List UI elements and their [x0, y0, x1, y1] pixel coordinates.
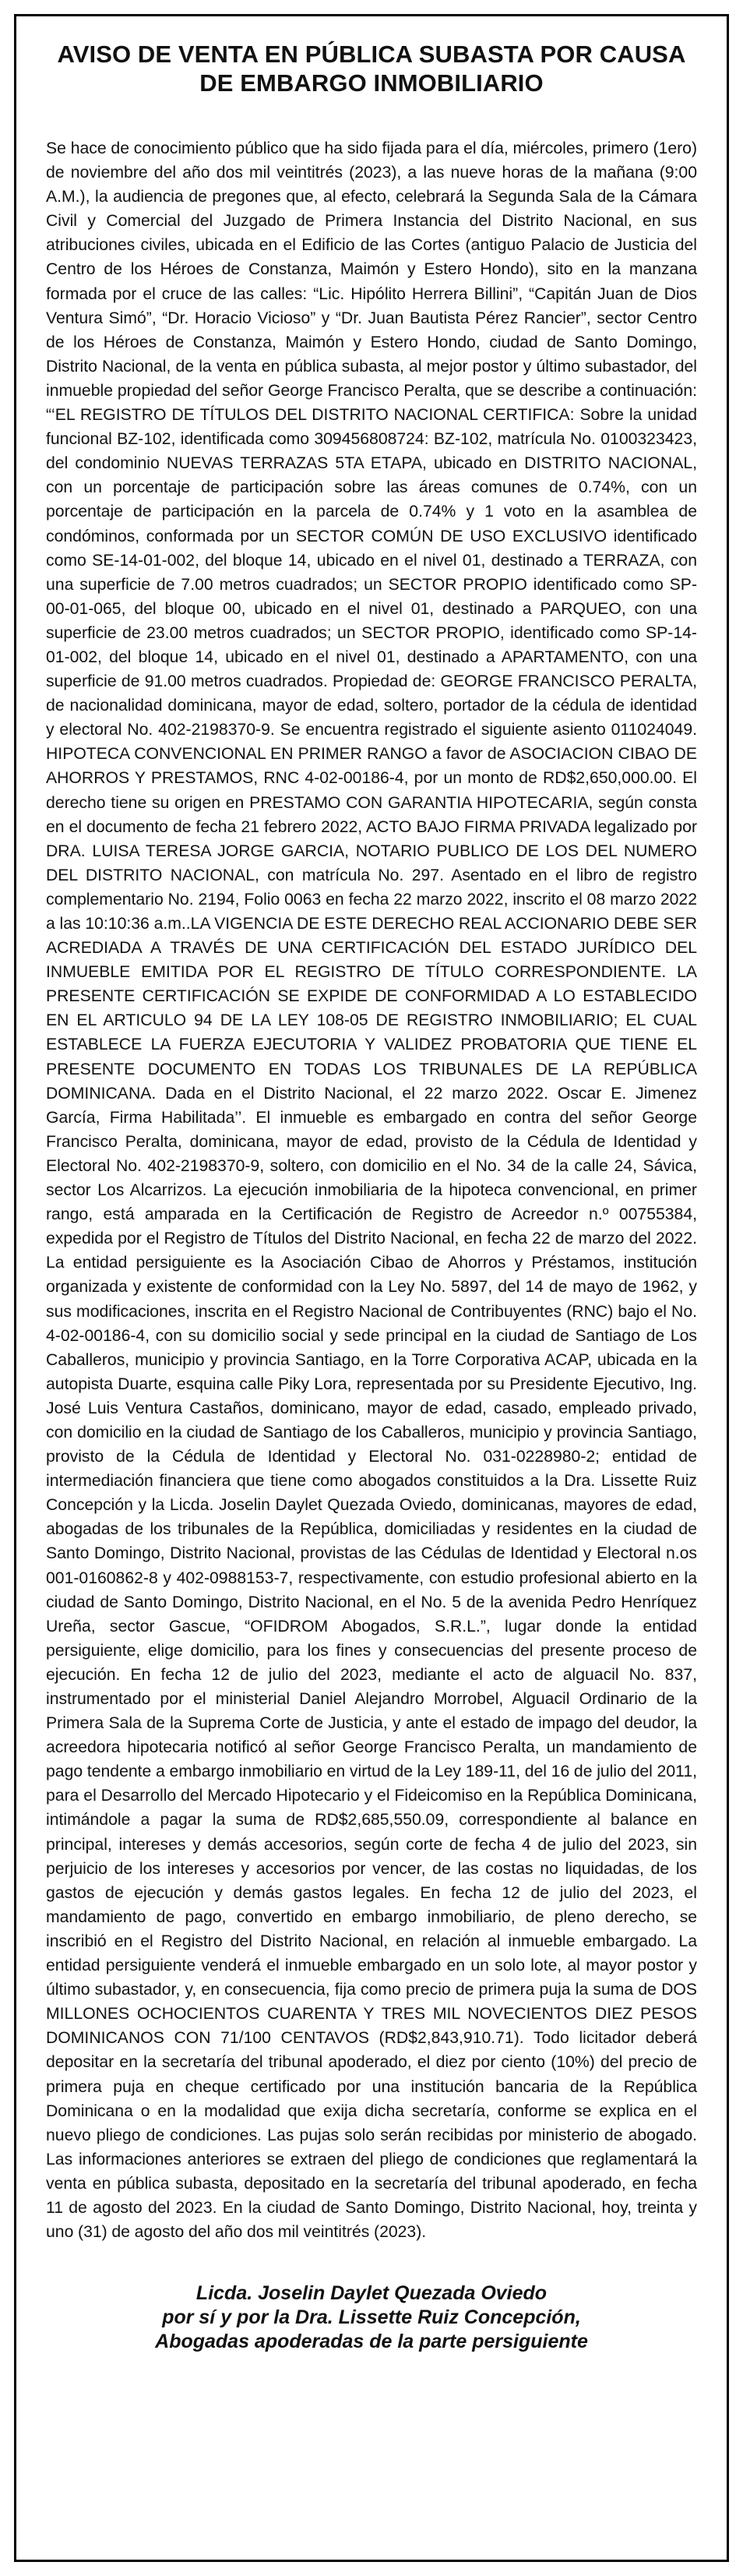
signature-line-1: Licda. Joselin Daylet Quezada Oviedo	[195, 2282, 548, 2305]
signature-block	[46, 2281, 697, 2354]
notice-title-line-1: AVISO DE VENTA EN PÚBLICA SUBASTA POR CAUSA	[57, 41, 686, 68]
signature-line-3: Abogadas apoderadas de la parte persiguiente	[155, 2331, 588, 2353]
notice-body-text: Se hace de conocimiento público que ha sido fijada para el día, miércoles, primero (1ero) de noviembre del año dos mil veintitrés (2023), a las nueve horas de la mañana (9:00 A.M.), la audiencia de pregones que, al efecto, celebrará la Segunda Sala de la Cámara Civil y Comercial del Juzgado de Primera Instancia del Distrito Nacional, en sus atribuciones civiles, ubicada en el Edificio de las Cortes (antiguo Palacio de Justicia del Centro de los Héroes de Constanza, Maimón y Estero Hondo), sito en la manzana formada por el cruce de las calles: “Lic. Hipólito Herrera Billini”, “Capitán Juan de Dios Ventura Simó”, “Dr. Horacio Vicioso” y “Dr. Juan Bautista Pérez Rancier”, sector Centro de los Héroes de Constanza, Maimón y Estero Hondo, ciudad de Santo Domingo, Distrito Nacional, de la venta en pública subasta, al mejor postor y último subastador, del inmueble propiedad del señor George Francisco Peralta, que se describe a continuación: “‘EL REGISTRO DE TÍTULOS DEL DISTRITO NACIONAL CERTIFICA: Sobre la unidad funcional BZ-102, identificada como 309456808724: BZ-102, matrícula No. 0100323423, del condominio NUEVAS TERRAZAS 5TA ETAPA, ubicado en DISTRITO NACIONAL, con un porcentaje de participación sobre las áreas comunes de 0.74%, con un porcentaje de participación en la parcela de 0.74% y 1 voto en la asamblea de condóminos, conformada por un SECTOR COMÚN DE USO EXCLUSIVO identificado como SE-14-01-002, del bloque 14, ubicado en el nivel 01, destinado a TERRAZA, con una superficie de 7.00 metros cuadrados; un SECTOR PROPIO identificado como SP-00-01-065, del bloque 00, ubicado en el nivel 01, destinado a PARQUEO, con una superficie de 23.00 metros cuadrados; un SECTOR PROPIO, identificado como SP-14-01-002, del bloque 14, ubicado en el nivel 01, destinado a APARTAMENTO, con una superficie de 91.00 metros cuadrados. Propiedad de: GEORGE FRANCISCO PERALTA, de nacionalidad dominicana, mayor de edad, soltero, portador de la cédula de identidad y electoral No. 402-2198370-9. Se encuentra registrado el siguiente asiento 011024049. HIPOTECA CONVENCIONAL EN PRIMER RANGO a favor de ASOCIACION CIBAO DE AHORROS Y PRESTAMOS, RNC 4-02-00186-4, por un monto de RD$2,650,000.00. El derecho tiene su origen en PRESTAMO CON GARANTIA HIPOTECARIA, según consta en el documento de fecha 21 febrero 2022, ACTO BAJO FIRMA PRIVADA legalizado por DRA. LUISA TERESA JORGE GARCIA, NOTARIO PUBLICO DE LOS DEL NUMERO DEL DISTRITO NACIONAL, con matrícula No. 297. Asentado en el libro de registro complementario No. 2194, Folio 0063 en fecha 22 marzo 2022, inscrito el 08 marzo 2022 a las 10:10:36 a.m..LA VIGENCIA DE ESTE DERECHO REAL ACCIONARIO DEBE SER ACREDIADA A TRAVÉS DE UNA CERTIFICACIÓN DEL ESTADO JURÍDICO DEL INMUEBLE EMITIDA POR EL REGISTRO DE TÍTULO CORRESPONDIENTE. LA PRESENTE CERTIFICACIÓN SE EXPIDE DE CONFORMIDAD A LO ESTABLECIDO EN EL ARTICULO 94 DE LA LEY 108-05 DE REGISTRO INMOBILIARIO; EL CUAL ESTABLECE LA FUERZA EJECUTORIA Y VALIDEZ PROBATORIA QUE TIENE EL PRESENTE DOCUMENTO EN TODAS LOS TRIBUNALES DE LA REPÚBLICA DOMINICANA. Dada en el Distrito Nacional, el 22 marzo 2022. Oscar E. Jimenez García, Firma Habilitada’’. El inmueble es embargado en contra del señor George Francisco Peralta, dominicana, mayor de edad, provisto de la Cédula de Identidad y Electoral No. 402-2198370-9, soltero, con domicilio en el No. 34 de la calle 24, Sávica, sector Los Alcarrizos. La ejecución inmobiliaria de la hipoteca convencional, en primer rango, está amparada en la Certificación de Registro de Acreedor n.º 00755384, expedida por el Registro de Títulos del Distrito Nacional, en fecha 22 de marzo del 2022. La entidad persiguiente es la Asociación Cibao de Ahorros y Préstamos, institución organizada y existente de conformidad con la Ley No. 5897, del 14 de mayo de 1962, y sus modificaciones, inscrita en el Registro Nacional de Contribuyentes (RNC) bajo el No. 4-02-00186-4, con su domicilio social y sede principal en la ciudad de Santiago de Los Caballeros, municipio y provincia Santiago, en la Torre Corporativa ACAP, ubicada en la autopista Duarte, esquina calle Piky Lora, representada por su Presidente Ejecutivo, Ing. José Luis Ventura Castaños, dominicano, mayor de edad, casado, empleado privado, con domicilio en la ciudad de Santiago de los Caballeros, municipio y provincia Santiago, provisto de la Cédula de Identidad y Electoral No. 031-0228980-2; entidad de intermediación financiera que tiene como abogados constituidos a la Dra. Lissette Ruiz Concepción y la Licda. Joselin Daylet Quezada Oviedo, dominicanas, mayores de edad, abogadas de los tribunales de la República, domiciliadas y residentes en la ciudad de Santo Domingo, Distrito Nacional, provistas de las Cédulas de Identidad y Electoral n.os 001-0160862-8 y 402-0988153-7, respectivamente, con estudio profesional abierto en la ciudad de Santo Domingo, Distrito Nacional, en el No. 5 de la avenida Pedro Henríquez Ureña, sector Gascue, “OFIDROM Abogados, S.R.L.”, lugar donde la entidad persiguiente, elige domicilio, para los fines y consecuencias del presente proceso de ejecución. En fecha 12 de julio del 2023, mediante el acto de alguacil No. 837, instrumentado por el ministerial Daniel Alejandro Morrobel, Alguacil Ordinario de la Primera Sala de la Suprema Corte de Justicia, y ante el estado de impago del deudor, la acreedora hipotecaria notificó al señor George Francisco Peralta, un mandamiento de pago tendente a embargo inmobiliario en virtud de la Ley 189-11, del 16 de julio del 2011, para el Desarrollo del Mercado Hipotecario y el Fideicomiso en la República Dominicana, intimándole a pagar la suma de RD$2,685,550.09, correspondiente al balance en principal, intereses y demás accesorios, según corte de fecha 4 de julio del 2023, sin perjuicio de los intereses y accesorios por vencer, de las costas no liquidadas, de los gastos de ejecución y demás gastos legales. En fecha 12 de julio del 2023, el mandamiento de pago, convertido en embargo inmobiliario, de pleno derecho, se inscribió en el Registro del Distrito Nacional, en relación al inmueble embargado. La entidad persiguiente venderá el inmueble embargado en un solo lote, al mayor postor y último subastador, y, en consecuencia, fija como precio de primera puja la suma de DOS MILLONES OCHOCIENTOS CUARENTA Y TRES MIL NOVECIENTOS DIEZ PESOS DOMINICANOS CON 71/100 CENTAVOS (RD$2,843,910.71). Todo licitador deberá depositar en la secretaría del tribunal apoderado, el diez por ciento (10%) del precio de primera puja en cheque certificado por una institución bancaria de la República Dominicana o en la modalidad que exija dicha secretaría, conforme se explica en el nuevo pliego de condiciones. Las pujas solo serán recibidas por ministerio de abogado. Las informaciones anteriores se extraen del pliego de condiciones que reglamentará la venta en pública subasta, depositado en la secretaría del tribunal apoderado, en fecha 11 de agosto del 2023. En la ciudad de Santo Domingo, Distrito Nacional, hoy, treinta y uno (31) de agosto del año dos mil veintitrés (2023).	[46, 139, 697, 2242]
notice-title-line-2: DE EMBARGO INMOBILIARIO	[199, 69, 544, 97]
notice-title	[46, 40, 697, 97]
signature-line-2: por sí y por la Dra. Lissette Ruiz Concepción,	[162, 2306, 581, 2329]
notice-frame	[14, 14, 729, 2562]
